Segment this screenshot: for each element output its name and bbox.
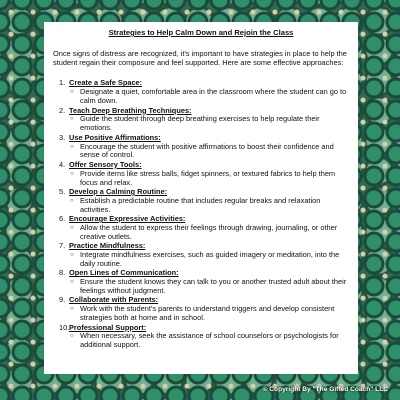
strategy-title: Offer Sensory Tools:: [69, 159, 142, 169]
bullet-icon: ○: [70, 279, 74, 286]
strategy-title: Teach Deep Breathing Techniques:: [69, 105, 192, 115]
strategy-number: 10.: [59, 322, 70, 332]
copyright-notice: © Copyright By "The Gifted Coach" LLC: [262, 386, 388, 393]
strategy-description: Designate a quiet, comfortable area in the classroom where the student can go to calm down.: [80, 87, 347, 106]
bullet-icon: ○: [70, 116, 74, 123]
strategy-item: [53, 324, 349, 351]
strategy-description: Integrate mindfulness exercises, such as guided imagery or meditation, into the daily routine.: [80, 250, 340, 268]
strategy-description: Allow the student to express their feelings through drawing, journaling, or other creative outlets.: [80, 222, 338, 241]
intro-paragraph: Once signs of distress are recognized, it's important to have strategies in place to help the student regain their composure and feel supported. Here are some effective approaches:: [53, 49, 347, 68]
strategy-number: 7.: [59, 241, 66, 251]
strategy-number: 4.: [59, 159, 66, 169]
strategy-item: [53, 107, 349, 134]
strategy-title: Develop a Calming Routine:: [69, 186, 168, 196]
bullet-icon: ○: [70, 252, 74, 259]
strategy-number: 5.: [59, 186, 66, 196]
bullet-icon: ○: [70, 143, 74, 150]
strategy-item: [53, 242, 349, 269]
strategy-number: 8.: [59, 268, 66, 278]
strategy-description: Establish a predictable routine that includes regular breaks and relaxation activities.: [80, 195, 321, 214]
strategy-number: 2.: [59, 105, 66, 115]
strategy-number: 6.: [59, 214, 66, 224]
strategy-description: Encourage the student with positive affirmations to boost their confidence and sense of control.: [80, 141, 334, 160]
strategy-description: Work with the student's parents to understand triggers and develop consistent strategies both at home and in school.: [80, 304, 335, 323]
document-panel: [44, 22, 358, 374]
strategy-description: Ensure the student knows they can talk to you or another trusted adult about their feelings without judgment.: [80, 277, 347, 296]
bullet-icon: ○: [70, 170, 74, 177]
strategy-description: When necessary, seek the assistance of school counselors or psychologists for additional support.: [80, 331, 339, 350]
strategy-item: [53, 296, 349, 323]
strategy-title: Practice Mindfulness:: [69, 241, 146, 251]
bullet-icon: ○: [70, 333, 74, 340]
strategy-title: Encourage Expressive Activities:: [69, 214, 186, 224]
document-title: Strategies to Help Calm Down and Rejoin the Class: [108, 28, 294, 37]
bullet-icon: ○: [70, 89, 74, 96]
strategy-item: [53, 79, 349, 106]
strategy-title: Professional Support:: [69, 322, 147, 332]
strategy-number: 1.: [59, 78, 66, 88]
strategy-description: Guide the student through deep breathing exercises to help regulate their emotions.: [80, 114, 320, 133]
bullet-icon: ○: [70, 197, 74, 204]
strategy-item: [53, 161, 349, 188]
strategy-item: [53, 215, 349, 242]
strategy-number: 9.: [59, 295, 66, 305]
strategy-title: Collaborate with Parents:: [69, 295, 159, 305]
strategy-item: [53, 134, 349, 161]
strategy-title: Use Positive Affirmations:: [69, 132, 161, 142]
strategy-item: [53, 269, 349, 296]
strategy-title: Create a Safe Space:: [69, 78, 143, 88]
strategy-item: [53, 188, 349, 215]
bullet-icon: ○: [70, 224, 74, 231]
strategy-description: Provide items like stress balls, fidget spinners, or textured fabrics to help them focus and relax.: [80, 168, 336, 187]
bullet-icon: ○: [70, 306, 74, 313]
strategy-title: Open Lines of Communication:: [69, 268, 179, 278]
strategy-list: [53, 79, 349, 350]
strategy-number: 3.: [59, 132, 66, 142]
